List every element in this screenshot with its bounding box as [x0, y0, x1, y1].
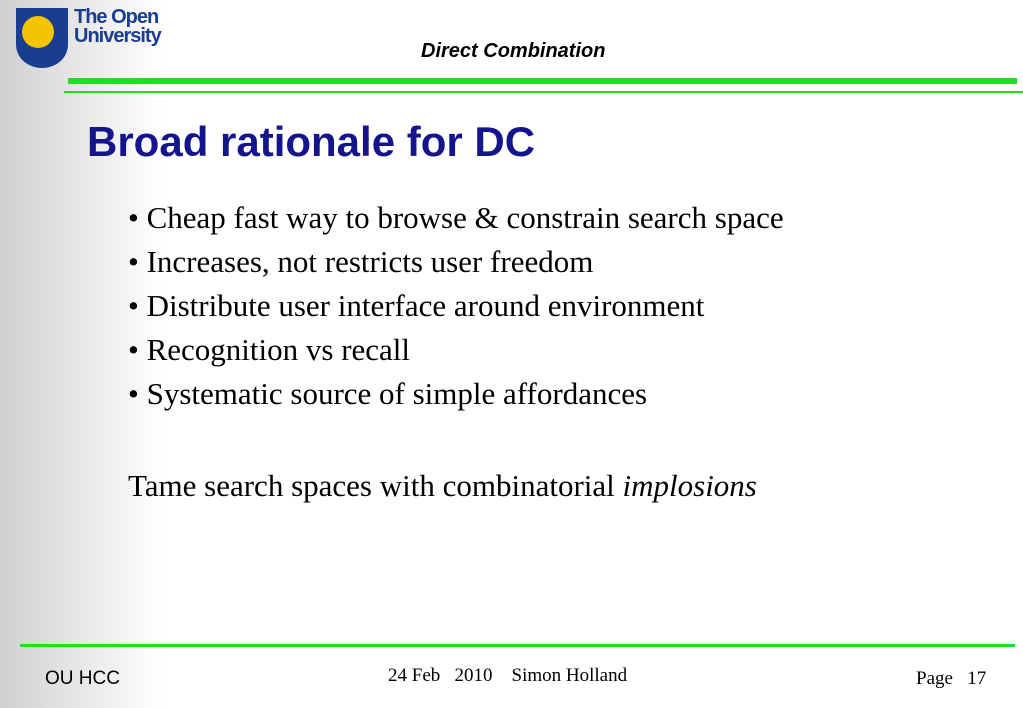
bullet-item: • Cheap fast way to browse & constrain search space	[128, 200, 784, 235]
tagline-emphasis: implosions	[622, 468, 757, 503]
footer-rule	[20, 644, 1015, 647]
slide-title: Broad rationale for DC	[87, 118, 536, 165]
page-number: 17	[967, 668, 987, 689]
bullet-item: • Recognition vs recall	[128, 332, 411, 367]
header-rule-thin	[64, 91, 1023, 93]
tagline-text: Tame search spaces with combinatorial	[128, 468, 623, 503]
header-title: Direct Combination	[421, 40, 606, 62]
bullet-item: • Distribute user interface around environment	[128, 288, 705, 323]
logo-line-1: The Open	[74, 6, 159, 28]
logo-line-2: University	[74, 25, 161, 47]
tagline	[128, 468, 757, 504]
footer-page	[916, 668, 986, 690]
bullet-list	[128, 198, 784, 418]
page-label: Page	[916, 668, 953, 689]
open-university-shield-icon	[14, 6, 70, 70]
footer-left: OU HCC	[45, 668, 120, 689]
footer-date-author: 24 Feb 2010 Simon Holland	[388, 665, 628, 686]
bullet-item: • Systematic source of simple affordances	[128, 376, 648, 411]
logo-wordmark	[74, 8, 161, 46]
header-rule-thick	[68, 78, 1017, 84]
open-university-logo	[14, 6, 174, 72]
bullet-item: • Increases, not restricts user freedom	[128, 244, 594, 279]
